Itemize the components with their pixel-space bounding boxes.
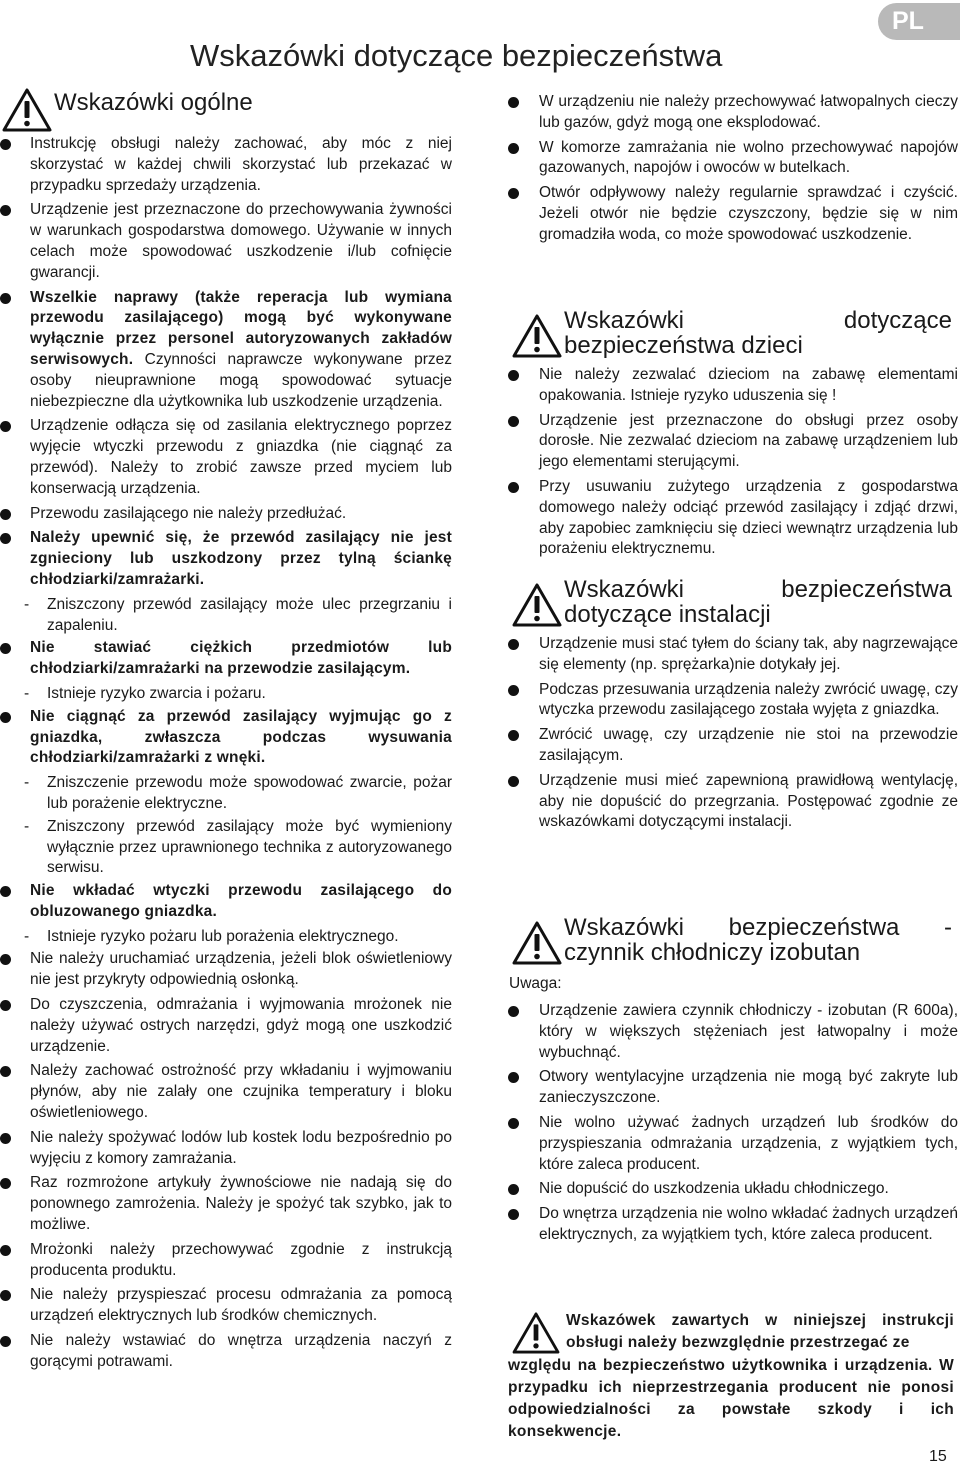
bold-text: Nie wkładać wtyczki przewodu zasilającego do obluzowanego gniazdka. <box>30 882 452 920</box>
bullet-item <box>0 995 452 1057</box>
dash-note: - Istnieje ryzyko zwarcia i pożaru. <box>24 684 266 702</box>
general-safety-list <box>0 134 452 1377</box>
item-text: Urządzenie zawiera czynnik chłodniczy - izobutan (R 600a), który w większych stężeniach jest łatwopalny i może wybuchnąć. <box>539 1002 958 1061</box>
final-note-end: względu na bezpieczeństwo użytkownika i urządzenia. W przypadku ich nieprzestrzegania producent nie ponosi odpowiedzialności za powstałe szkody i ich konsekwencje. <box>508 1356 954 1441</box>
item-text: Nie należy wstawiać do wnętrza urządzenia naczyń z gorącymi potrawami. <box>30 1332 452 1370</box>
item-text: Istnieje ryzyko pożaru lub porażenia elektrycznego. <box>47 927 399 945</box>
bullet-item <box>508 634 958 676</box>
bullet-item <box>508 1113 958 1175</box>
item-text: Zniszczony przewód zasilający może być wymieniony wyłącznie przez uprawnionego technika z autoryzowanego serwisu. <box>47 817 452 877</box>
warning-icon <box>512 1312 560 1354</box>
item-text: Zniszczenie przewodu może spowodować zwarcie, pożar lub porażenie elektryczne. <box>47 774 452 812</box>
warning-icon <box>512 921 562 965</box>
page-title: Wskazówki dotyczące bezpieczeństwa <box>190 38 723 73</box>
bullet-item <box>508 680 958 722</box>
bullet-item <box>0 134 452 196</box>
bullet-item <box>0 528 452 590</box>
item-text: Nie należy przyspieszać procesu odmrażania za pomocą urządzeń elektrycznych lub środków chemicznych. <box>30 1286 452 1325</box>
item-text: Otwory wentylacyjne urządzenia nie mogą być zakryte lub zanieczyszczone. <box>539 1068 958 1107</box>
language-tag: PL <box>878 3 960 40</box>
item-text: Nie wolno używać żadnych urządzeń lub środków do przyspieszania odmrażania urządzenia, z wyjątkiem tych, które zaleca producent. <box>539 1113 958 1173</box>
item-text: Podczas przesuwania urządzenia należy zwrócić uwagę, czy wtyczka przewodu zasilającego została wyjęta z gniazdka. <box>539 680 958 719</box>
item-text: Nie należy uruchamiać urządzenia, jeżeli blok oświetleniowy nie jest przykryty odpowiednią osłonką. <box>30 950 452 989</box>
item-text: Przy usuwaniu zużytego urządzenia z gospodarstwa domowego należy odciąć przewód zasilający i zdjąć drzwi, aby zapobiec zamknięciu się dzieci wewnątrz urządzenia lub porażeniu elektrycznemu. <box>539 477 958 558</box>
final-warning-note <box>508 1310 954 1444</box>
bullet-item <box>0 1061 452 1123</box>
bullet-item <box>0 707 452 769</box>
dash-note: - Zniszczony przewód zasilający może być wymieniony wyłącznie przez uprawnionego technika z autoryzowanego serwisu. <box>24 817 452 877</box>
bullet-item <box>0 1331 452 1373</box>
bullet-item <box>0 200 452 283</box>
item-text: Instrukcję obsługi należy zachować, aby móc z niej skorzystać w każdej chwili skorzystać lub przekazać w przypadku sprzedaży urządzenia. <box>30 135 452 194</box>
item-text: Istnieje ryzyko zwarcia i pożaru. <box>47 684 266 702</box>
item-text: Urządzenie jest przeznaczone do przechowywania żywności w warunkach gospodarstwa domowego. Używanie w innych celach może spowodować uszkodzenie i/lub cofnięcie gwarancji. <box>30 201 452 281</box>
bullet-item <box>508 1001 958 1063</box>
item-text: Otwór odpływowy należy regularnie sprawdzać i czyścić. Jeżeli otwór nie będzie czyszczony, będzie się w nim gromadziła woda, co może spowodować uszkodzenie. <box>539 184 958 243</box>
item-text: Nie należy zezwalać dzieciom na zabawę elementami opakowania. Istnieje ryzyko uduszenia się ! <box>539 366 958 404</box>
bullet-item <box>0 1285 452 1327</box>
item-text: Czynności naprawcze wykonywane przez osoby nieuprawnione mogą spowodować sytuacje niebezpieczne dla użytkownika lub uszkodzenie urządzenia. <box>30 350 452 410</box>
item-text: W komorze zamrażania nie wolno przechowywać napojów gazowanych, napojów i owoców w butelkach. <box>539 138 958 177</box>
children-safety-list <box>508 365 958 564</box>
bullet-item <box>508 183 958 245</box>
bullet-item <box>508 725 958 767</box>
final-note-start: Wskazówek zawartych w niniejszej instrukcji obsługi należy bezwzględnie przestrzegać ze <box>566 1312 954 1352</box>
bullet-item <box>508 411 958 473</box>
section-heading: Wskazówki bezpieczeństwa - czynnik chłodniczy izobutan <box>564 914 952 966</box>
bullet-item <box>0 638 452 680</box>
installation-safety-list <box>508 634 958 837</box>
warning-icon <box>512 314 562 358</box>
refrigerant-safety-list <box>508 1001 958 1250</box>
section-heading: Wskazówki dotyczące bezpieczeństwa dzieci <box>564 307 952 359</box>
item-text: Do czyszczenia, odmrażania i wyjmowania mrożonek nie należy używać ostrych narzędzi, gdyż mogą one uszkodzić urządzenie. <box>30 996 452 1055</box>
warning-icon <box>2 88 52 132</box>
storage-safety-list <box>508 92 958 250</box>
note-label: Uwaga: <box>509 975 562 992</box>
section-heading: Wskazówki ogólne <box>54 89 253 116</box>
page-number: 15 <box>929 1448 947 1465</box>
dash-note: - Zniszczenie przewodu może spowodować zwarcie, pożar lub porażenie elektryczne. <box>24 774 452 812</box>
bullet-item <box>508 1067 958 1109</box>
bullet-item <box>508 1204 958 1246</box>
bullet-item <box>0 881 452 923</box>
bold-text: Nie stawiać ciężkich przedmiotów lub chłodziarki/zamrażarki na przewodzie zasilającym. <box>30 639 452 678</box>
bullet-item <box>0 416 452 499</box>
section-heading: Wskazówki bezpieczeństwa dotyczące instalacji <box>564 576 952 628</box>
item-text: Raz rozmrożone artykuły żywnościowe nie nadają się do ponownego zamrożenia. Należy je spożyć tak szybko, jak to możliwe. <box>30 1174 452 1234</box>
item-text: Nie należy spożywać lodów lub kostek lodu bezpośrednio po wyjęciu z komory zamrażania. <box>30 1128 452 1167</box>
dash-note: - Istnieje ryzyko pożaru lub porażenia elektrycznego. <box>24 927 399 945</box>
bullet-item <box>508 1179 958 1200</box>
bullet-item <box>508 365 958 407</box>
bullet-item <box>0 949 452 991</box>
item-text: Urządzenie musi mieć zapewnioną prawidłową wentylację, aby nie dopuścić do przegrzania. Postępować zgodnie ze wskazówkami dotyczącymi instalacji. <box>539 771 958 831</box>
bold-text: Nie ciągnąć za przewód zasilający wyjmując go z gniazdka, zwłaszcza podczas wysuwania chłodziarki/zamrażarki z wnęki. <box>30 707 452 767</box>
item-text: Zniszczony przewód zasilający może ulec przegrzaniu i zapaleniu. <box>47 595 452 634</box>
item-text: Należy zachować ostrożność przy wkładaniu i wyjmowaniu płynów, aby nie zalały one czujnika temperatury i bloku oświetleniowego. <box>30 1062 452 1122</box>
item-text: Nie dopuścić do uszkodzenia układu chłodniczego. <box>539 1180 889 1198</box>
item-text: Do wnętrza urządzenia nie wolno wkładać żadnych urządzeń elektrycznych, za wyjątkiem tych, które zaleca producent. <box>539 1205 958 1243</box>
bullet-item <box>508 771 958 833</box>
item-text: Urządzenie jest przeznaczone do obsługi przez osoby dorosłe. Nie zezwalać dzieciom na zabawę urządzeniem lub jego elementami sterującymi. <box>539 411 958 471</box>
bold-text: Wszelkie naprawy (także reperacja lub wymiana przewodu zasilającego) mogą być wykonywane wyłącznie przez personel autoryzowanych zakładów serwisowych. <box>30 288 452 368</box>
item-text: W urządzeniu nie należy przechowywać łatwopalnych cieczy lub gazów, gdyż mogą one eksplodować. <box>539 93 958 131</box>
bullet-item <box>0 288 452 413</box>
bullet-item <box>508 138 958 180</box>
bullet-item <box>0 1128 452 1170</box>
bold-text: Należy upewnić się, że przewód zasilający nie jest zgnieciony lub uszkodzony przez tylną ściankę chłodziarki/zamrażarki. <box>30 529 452 588</box>
dash-note: - Zniszczony przewód zasilający może ulec przegrzaniu i zapaleniu. <box>24 595 452 634</box>
bullet-item <box>0 1240 452 1282</box>
item-text: Mrożonki należy przechowywać zgodnie z instrukcją producenta produktu. <box>30 1240 452 1279</box>
bullet-item <box>508 477 958 560</box>
item-text: Zwrócić uwagę, czy urządzenie nie stoi na przewodzie zasilającym. <box>539 726 958 764</box>
item-text: Urządzenie musi stać tyłem do ściany tak, aby nagrzewające się elementy (np. sprężarka)nie dotykały jej. <box>539 635 958 673</box>
item-text: Urządzenie odłącza się od zasilania elektrycznego poprzez wyjęcie wtyczki przewodu z gniazdka (nie ciągnąć za przewód). Należy to zrobić zawsze przed myciem lub konserwacją urządzenia. <box>30 417 452 497</box>
bullet-item <box>0 504 452 525</box>
bullet-item <box>508 92 958 134</box>
bullet-item <box>0 1173 452 1235</box>
item-text: Przewodu zasilającego nie należy przedłużać. <box>30 504 347 522</box>
warning-icon <box>512 583 562 627</box>
